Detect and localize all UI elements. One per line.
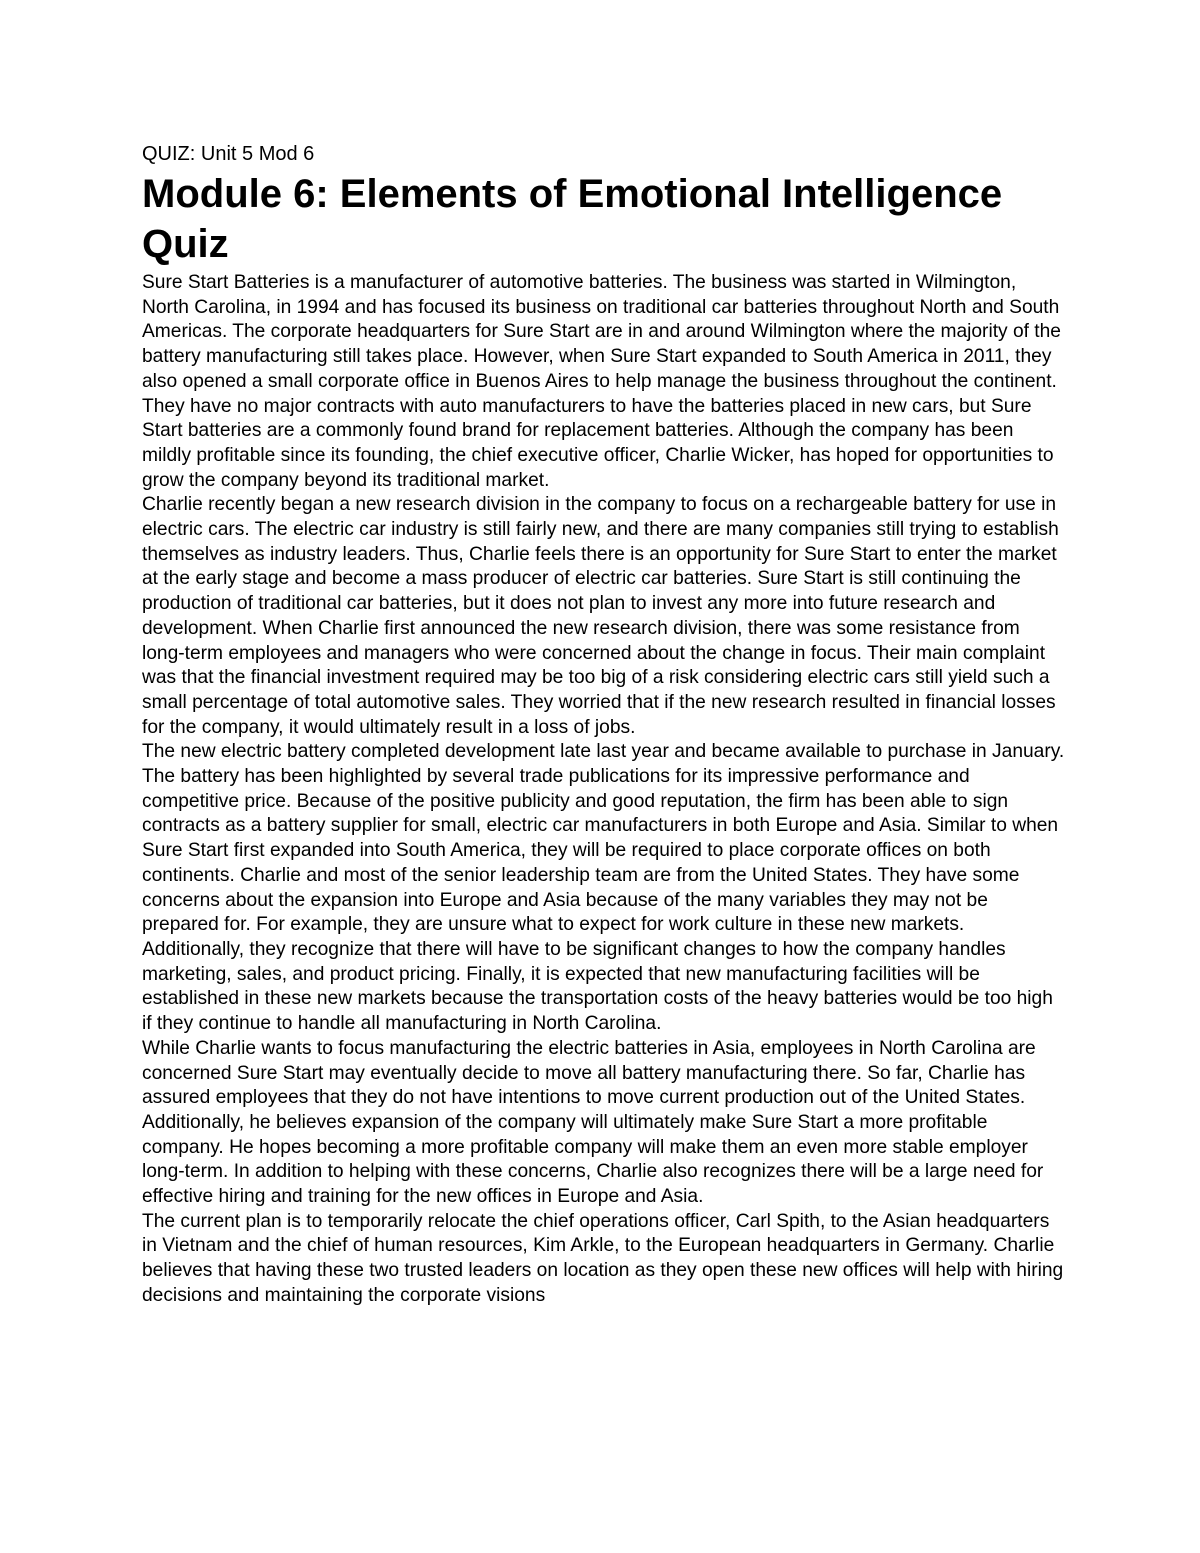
paragraph-research-division: Charlie recently began a new research division in the company to focus on a rechargeable battery for use in electric cars. The electric car industry is still fairly new, and there are many companies still trying to establish themselves as industry leaders. Thus, Charlie feels there is an opportunity for Sure Start to enter the market at the early stage and become a mass producer of electric car batteries. Sure Start is still continuing the production of traditional car batteries, but it does not plan to invest any more into future research and development. When Charlie first announced the new research division, there was some resistance from long-term employees and managers who were concerned about the change in focus. Their main complaint was that the financial investment required may be too big of a risk considering electric cars still yield such a small percentage of total automotive sales. They worried that if the new research resulted in financial losses for the company, it would ultimately result in a loss of jobs. bbox=[142, 494, 1059, 738]
paragraph-company-background: Sure Start Batteries is a manufacturer of automotive batteries. The business was started in Wilmington, North Carolina, in 1994 and has focused its business on traditional car batteries throughout North and South Americas. The corporate headquarters for Sure Start are in and around Wilmington where the majority of the battery manufacturing still takes place. However, when Sure Start expanded to South America in 2011, they also opened a small corporate office in Buenos Aires to help manage the business throughout the continent. They have no major contracts with auto manufacturers to have the batteries placed in new cars, but Sure Start batteries are a commonly found brand for replacement batteries. Although the company has been mildly profitable since its founding, the chief executive officer, Charlie Wicker, has hoped for opportunities to grow the company beyond its traditional market. bbox=[142, 272, 1061, 491]
document-page bbox=[142, 141, 1067, 1309]
paragraph-electric-battery: The new electric battery completed development late last year and became available to purchase in January. The battery has been highlighted by several trade publications for its impressive performance and competitive price. Because of the positive publicity and good reputation, the firm has been able to sign contracts as a battery supplier for small, electric car manufacturers in both Europe and Asia. Similar to when Sure Start first expanded into South America, they will be required to place corporate offices on both continents. Charlie and most of the senior leadership team are from the United States. They have some concerns about the expansion into Europe and Asia because of the many variables they may not be prepared for. For example, they are unsure what to expect for work culture in these new markets. Additionally, they recognize that there will have to be significant changes to how the company handles marketing, sales, and product pricing. Finally, it is expected that new manufacturing facilities will be established in these new markets because the transportation costs of the heavy batteries would be too high if they continue to handle all manufacturing in North Carolina. bbox=[142, 741, 1065, 1035]
quiz-label: QUIZ: Unit 5 Mod 6 bbox=[142, 143, 315, 165]
paragraph-employee-concerns: While Charlie wants to focus manufacturing the electric batteries in Asia, employees in North Carolina are concerned Sure Start may eventually decide to move all battery manufacturing there. So far, Charlie has assured employees that they do not have intentions to move current production out of the United States. Additionally, he believes expansion of the company will ultimately make Sure Start a more profitable company. He hopes becoming a more profitable company will make them an even more stable employer long-term. In addition to helping with these concerns, Charlie also recognizes there will be a large need for effective hiring and training for the new offices in Europe and Asia. bbox=[142, 1037, 1044, 1208]
document-title: Module 6: Elements of Emotional Intelligence Quiz bbox=[142, 172, 1003, 266]
paragraph-current-plan: The current plan is to temporarily relocate the chief operations officer, Carl Spith, to the Asian headquarters in Vietnam and the chief of human resources, Kim Arkle, to the European headquarters in Germany. Charlie believes that having these two trusted leaders on location as they open these new offices will help with hiring decisions and maintaining the corporate visions bbox=[142, 1210, 1064, 1306]
